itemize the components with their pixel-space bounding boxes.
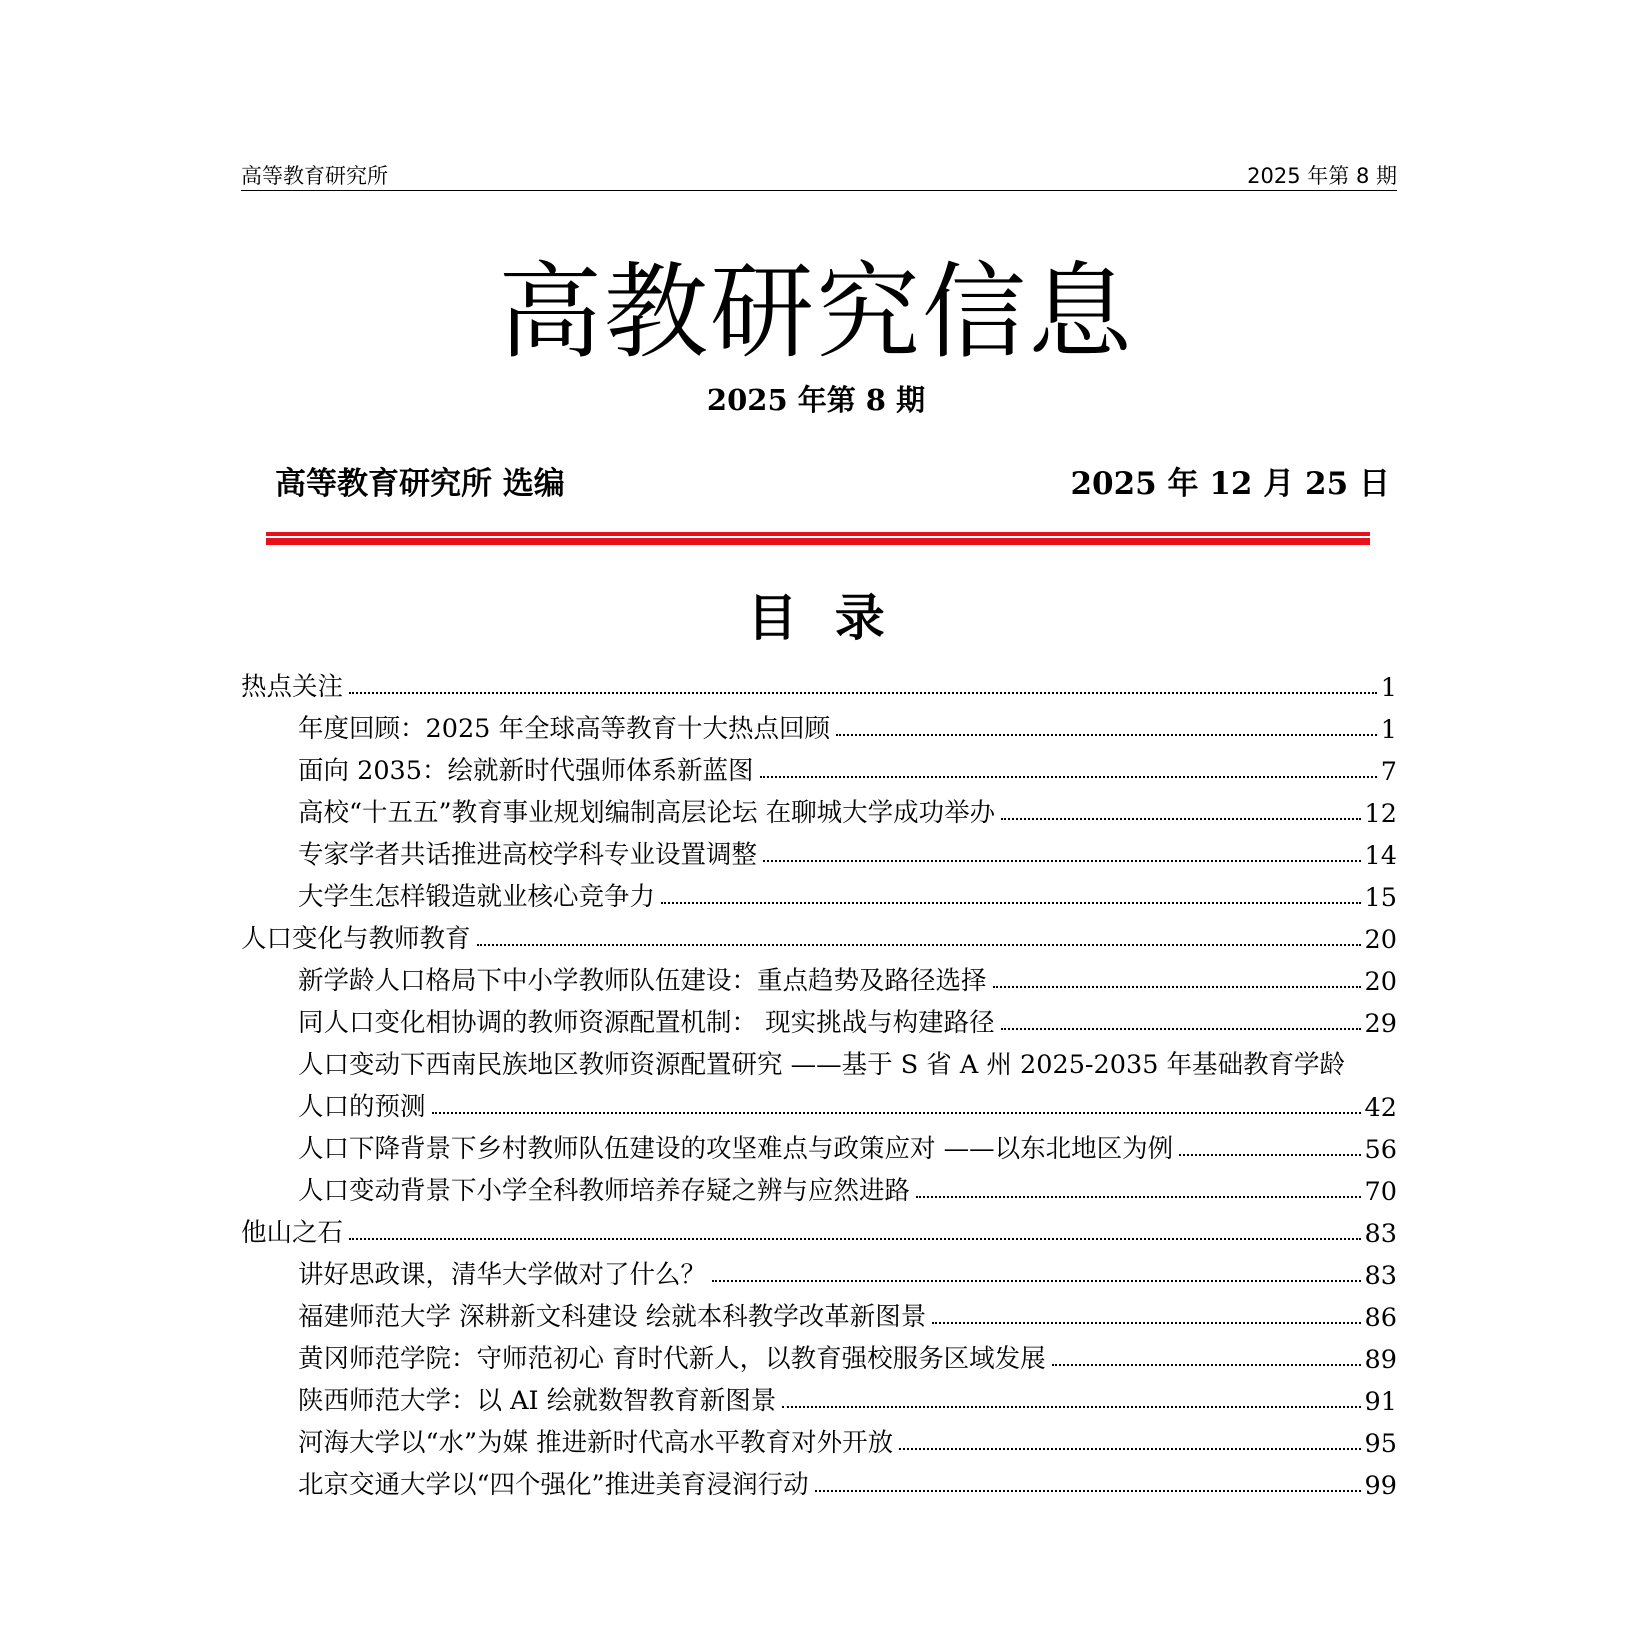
toc-page-number: 83 (1364, 1261, 1397, 1291)
dot-leader (916, 1196, 1361, 1198)
dot-leader (661, 902, 1361, 904)
dot-leader (477, 944, 1361, 946)
dot-leader (712, 1280, 1361, 1282)
dot-leader (432, 1112, 1361, 1114)
toc-entry-label: 福建师范大学 深耕新文科建设 绘就本科教学改革新图景 (298, 1302, 927, 1332)
dot-leader (1001, 818, 1360, 820)
toc-entry-row[interactable] (241, 1291, 1397, 1333)
toc-entry-row[interactable] (241, 955, 1397, 997)
toc-page-number: 42 (1364, 1093, 1397, 1123)
toc-page-number: 86 (1364, 1303, 1397, 1333)
toc-entry-row[interactable] (241, 745, 1397, 787)
toc-entry-row[interactable] (241, 1165, 1397, 1207)
publication-title: 高教研究信息 (497, 251, 1134, 373)
dot-leader (1179, 1154, 1360, 1156)
dot-leader (993, 986, 1361, 988)
toc-section-label: 他山之石 (241, 1218, 344, 1248)
toc-entry-label: 专家学者共话推进高校学科专业设置调整 (298, 840, 758, 870)
toc-entry-label: 新学龄人口格局下中小学教师队伍建设：重点趋势及路径选择 (298, 966, 987, 996)
toc-page-number: 83 (1364, 1219, 1397, 1249)
toc-page-number: 91 (1364, 1387, 1397, 1417)
dot-leader (349, 1238, 1361, 1240)
toc-entry-row[interactable] (241, 829, 1397, 871)
toc-entry-row[interactable] (241, 1249, 1397, 1291)
toc-entry-label: 大学生怎样锻造就业核心竞争力 (298, 882, 656, 912)
toc-entry-row[interactable] (241, 1375, 1397, 1417)
dot-leader (899, 1448, 1360, 1450)
toc-title: 目 录 (747, 588, 885, 647)
toc-page-number: 99 (1364, 1471, 1397, 1501)
toc-entry-row[interactable] (241, 703, 1397, 745)
toc-entry-label: 人口变动背景下小学全科教师培养存疑之辨与应然进路 (298, 1176, 911, 1206)
toc-entry-row[interactable] (241, 871, 1397, 913)
toc-section-label: 热点关注 (241, 672, 344, 702)
dot-leader (349, 692, 1377, 694)
dot-leader (782, 1406, 1360, 1408)
dot-leader (815, 1490, 1361, 1492)
table-of-contents (241, 661, 1397, 1501)
toc-page-number: 12 (1364, 799, 1397, 829)
toc-page-number: 1 (1380, 715, 1397, 745)
toc-entry-label: 讲好思政课，清华大学做对了什么？ (298, 1260, 707, 1290)
toc-entry-row[interactable] (241, 787, 1397, 829)
toc-section-row[interactable] (241, 913, 1397, 955)
toc-entry-label: 年度回顾：2025 年全球高等教育十大热点回顾 (298, 714, 831, 744)
toc-entry-row[interactable] (241, 1333, 1397, 1375)
toc-entry-label: 北京交通大学以“四个强化”推进美育浸润行动 (298, 1470, 809, 1500)
toc-entry-row-first-line[interactable] (241, 1039, 1397, 1081)
editor-line: 高等教育研究所 选编 (275, 466, 565, 502)
toc-entry-row-continuation[interactable] (241, 1081, 1397, 1123)
header-issue: 2025 年第 8 期 (1247, 164, 1397, 188)
dot-leader (1052, 1364, 1361, 1366)
toc-entry-label: 高校“十五五”教育事业规划编制高层论坛 在聊城大学成功举办 (298, 798, 996, 828)
toc-entry-label: 人口变动下西南民族地区教师资源配置研究 ——基于 S 省 A 州 2025-2035 年基础教育学龄 (298, 1050, 1346, 1080)
toc-page-number: 14 (1364, 841, 1397, 871)
publication-date: 2025 年 12 月 25 日 (1070, 466, 1390, 502)
issue-number: 2025 年第 8 期 (706, 383, 926, 417)
toc-page-number: 1 (1380, 673, 1397, 703)
toc-entry-label: 黄冈师范学院：守师范初心 育时代新人，以教育强校服务区域发展 (298, 1344, 1046, 1374)
header-rule (241, 190, 1397, 191)
red-rule-thick (266, 538, 1370, 545)
dot-leader (836, 734, 1377, 736)
dot-leader (932, 1322, 1360, 1324)
toc-page-number: 20 (1364, 967, 1397, 997)
toc-page-number: 89 (1364, 1345, 1397, 1375)
toc-entry-label: 陕西师范大学：以 AI 绘就数智教育新图景 (298, 1386, 777, 1416)
toc-entry-row[interactable] (241, 1459, 1397, 1501)
toc-page-number: 7 (1380, 757, 1397, 787)
dot-leader (760, 776, 1377, 778)
toc-page-number: 20 (1364, 925, 1397, 955)
toc-entry-row[interactable] (241, 1123, 1397, 1165)
toc-entry-label: 河海大学以“水”为媒 推进新时代高水平教育对外开放 (298, 1428, 894, 1458)
toc-page-number: 70 (1364, 1177, 1397, 1207)
toc-page-number: 56 (1364, 1135, 1397, 1165)
toc-page-number: 15 (1364, 883, 1397, 913)
running-header (241, 160, 1397, 190)
toc-section-row[interactable] (241, 661, 1397, 703)
toc-entry-label: 人口下降背景下乡村教师队伍建设的攻坚难点与政策应对 ——以东北地区为例 (298, 1134, 1174, 1164)
toc-entry-row[interactable] (241, 1417, 1397, 1459)
toc-entry-label-continuation: 人口的预测 (298, 1092, 426, 1122)
toc-section-label: 人口变化与教师教育 (241, 924, 471, 954)
red-rule-thin (266, 532, 1370, 536)
toc-section-row[interactable] (241, 1207, 1397, 1249)
toc-page-number: 95 (1364, 1429, 1397, 1459)
toc-entry-label: 同人口变化相协调的教师资源配置机制： 现实挑战与构建路径 (298, 1008, 995, 1038)
toc-page-number: 29 (1364, 1009, 1397, 1039)
toc-entry-row[interactable] (241, 997, 1397, 1039)
dot-leader (1001, 1028, 1361, 1030)
header-institute: 高等教育研究所 (241, 164, 388, 188)
dot-leader (763, 860, 1361, 862)
toc-entry-label: 面向 2035：绘就新时代强师体系新蓝图 (298, 756, 754, 786)
